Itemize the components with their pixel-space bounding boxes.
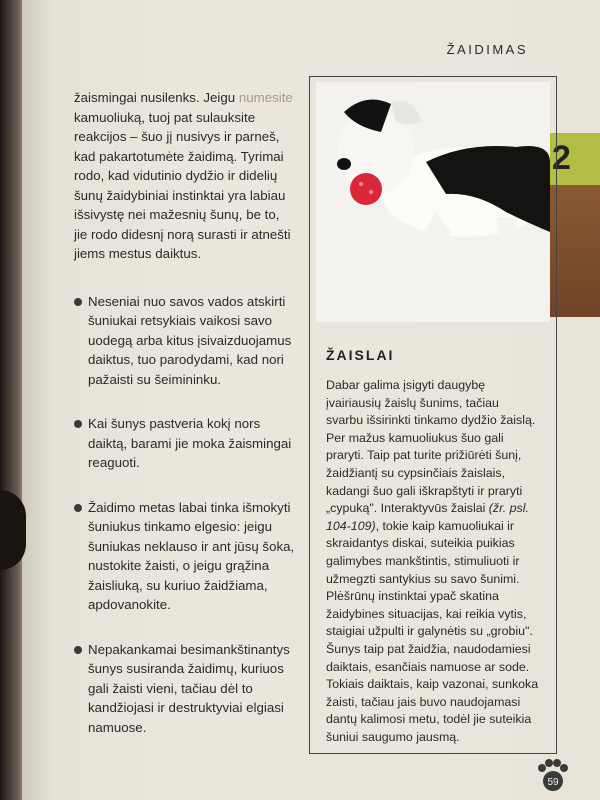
text-line-content: žaidžiantį su cypsinčiais žaislais, xyxy=(326,465,506,480)
bullet-dot-icon xyxy=(74,420,82,428)
text-line: namuose. xyxy=(88,719,147,735)
text-line xyxy=(326,500,538,518)
text-line-content: užmegzti santykius su savo šunimi. xyxy=(326,571,520,586)
chapter-number: 2 xyxy=(552,139,571,177)
text-line-content: žaismingai nusilenks. Jeigu xyxy=(74,90,239,105)
sidebar-box xyxy=(309,76,557,754)
sidebar-heading: ŽAISLAI xyxy=(326,347,395,363)
text-line xyxy=(74,205,306,225)
text-line xyxy=(326,588,538,606)
text-line xyxy=(326,711,538,729)
text-line: šuniukas neklauso ir ant jūsų šoka, xyxy=(88,538,295,554)
main-text xyxy=(74,88,306,762)
section-title: ŽAIDIMAS xyxy=(446,42,528,57)
text-line-content: jiems mestus daiktus. xyxy=(74,246,202,261)
text-line xyxy=(74,225,306,245)
page-number: 59 xyxy=(547,777,559,788)
text-line-content: svarbu išsirinkti tinkamo dydžio žaislą. xyxy=(326,413,536,428)
dog-photo xyxy=(316,82,550,322)
text-line xyxy=(74,127,306,147)
text-line-content: kamuoliuką, tuoj pat sulauksite xyxy=(74,109,256,125)
bullet-item xyxy=(74,292,306,390)
text-line-content: įvairiausių žaislų šunims, tačiau xyxy=(326,395,499,410)
text-line-content: šunų žaidybiniai instinktai yra labiau xyxy=(74,187,286,203)
bullet-item xyxy=(74,498,306,615)
intro-paragraph xyxy=(74,88,306,264)
text-line xyxy=(326,535,538,553)
text-line: apdovanokite. xyxy=(88,597,171,612)
italic-reference: (žr. psl. xyxy=(488,501,529,516)
text-line xyxy=(74,88,306,108)
text-line-content: Tokiais daiktais, kaip vazonai, sunkoka xyxy=(326,677,539,692)
text-line: 104-109), tokie kaip kamuoliukai ir xyxy=(326,518,515,533)
text-line xyxy=(326,641,538,659)
text-line xyxy=(326,377,538,395)
text-line: gali žaisti vieni, tačiau dėl to xyxy=(88,680,253,696)
text-line xyxy=(74,166,306,186)
text-line xyxy=(326,659,538,677)
paw-icon xyxy=(535,758,569,792)
text-line xyxy=(326,447,538,465)
text-line-content: žaidybines situacijas, kai reikia vytis, xyxy=(326,606,527,621)
text-line-content: daiktais, esančiais namuose ar sode. xyxy=(326,659,530,674)
text-line: Kai šunys pastveria kokį nors xyxy=(88,416,261,431)
text-line xyxy=(326,623,538,641)
page-number-badge xyxy=(535,758,569,792)
text-line xyxy=(326,395,538,413)
text-line-content: žaisti, tačiau jais buvo naudojamasi xyxy=(326,694,521,709)
text-line-content: rodo, kad vidutinio dydžio ir didelių xyxy=(74,168,278,183)
text-line xyxy=(326,606,538,624)
text-line-content: dantų kalimosi metu, todėl jie suteikia xyxy=(326,712,532,727)
text-line: pažaisti su šeimininku. xyxy=(88,371,222,387)
text-line-content: Per mažus kamuoliukus šuo gali xyxy=(326,430,504,445)
text-line-content: „cypuką". Interaktyvūs žaislai xyxy=(326,501,489,516)
text-line-content: Dabar galima įsigyti daugybę xyxy=(326,378,486,392)
bullet-dot-icon xyxy=(74,504,82,512)
text-line: šuniukus tinkamo elgesio: jeigu xyxy=(88,519,273,534)
sidebar-text xyxy=(326,377,538,746)
bullet-list xyxy=(74,292,306,738)
text-line-content: skraidantys diskai, suteikia puikias xyxy=(326,536,515,551)
text-line: nustokite žaisti, o jeigu grąžina xyxy=(88,558,270,573)
text-line xyxy=(326,483,538,501)
text-line: uodegą arba kitus įsivaizduojamus xyxy=(88,332,292,348)
text-line xyxy=(326,676,538,694)
text-line-content: jie rodo didesnį norą surasti ir atnešti xyxy=(74,226,291,242)
text-line xyxy=(326,465,538,483)
text-line: Nepakankamai besimankštinantys xyxy=(88,641,290,657)
bullet-dot-icon xyxy=(74,298,82,306)
text-line-content: Šunys taip pat žaidžia, naudodamiesi xyxy=(326,641,531,656)
faded-word: numesite xyxy=(238,90,293,105)
text-line xyxy=(326,412,538,430)
text-line-content: išsivystę nei mažesnių šunų, be to, xyxy=(74,207,280,222)
text-line-content: Plėšrūnų instinktai ypač skatina xyxy=(326,589,499,604)
bullet-item xyxy=(74,414,306,473)
text-line xyxy=(74,244,306,264)
text-line xyxy=(74,186,306,206)
text-line-content: šuniui saugumo jausmą. xyxy=(326,729,460,744)
text-line: daiktus, tuo parodydami, kad nori xyxy=(88,352,284,367)
text-line: žaisliuką, su kuriuo žaidžiama, xyxy=(88,577,268,593)
text-line-content: praryti. Taip pat turite prižiūrėti šunį, xyxy=(326,448,522,463)
text-line: Neseniai nuo savos vados atskirti xyxy=(88,293,286,309)
text-line: šunys susiranda žaidimų, kuriuos xyxy=(88,661,284,676)
italic-reference: 104-109) xyxy=(326,518,376,533)
text-line-content: staigiai užpulti ir galynėtis su „grobiu". xyxy=(326,624,533,639)
text-line xyxy=(326,694,538,712)
bullet-dot-icon xyxy=(74,646,82,654)
text-line: Žaidimo metas labai tinka išmokyti xyxy=(88,499,291,515)
text-line xyxy=(326,729,538,747)
text-line xyxy=(74,147,306,167)
bullet-item xyxy=(74,640,306,738)
text-line xyxy=(326,553,538,571)
text-line xyxy=(74,108,306,128)
text-line-content: kad pakartotumėte žaidimą. Tyrimai xyxy=(74,148,284,164)
text-line: daiktą, barami jie moka žaismingai xyxy=(88,435,292,451)
text-line xyxy=(326,571,538,589)
text-line: šuniukai retsykiais vaikosi savo xyxy=(88,313,273,328)
text-line-content: reakcijos – šuo jį nusivys ir parneš, xyxy=(74,129,280,144)
text-line: reaguoti. xyxy=(88,455,140,470)
text-line: kandžiojasi ir destruktyviai elgiasi xyxy=(88,700,284,715)
text-line-content: kadangi šuo gali iškrapštyti ir praryti xyxy=(326,483,523,498)
text-line-content: galimybes mankštintis, stimuliuoti ir xyxy=(326,553,520,568)
text-line xyxy=(326,430,538,448)
